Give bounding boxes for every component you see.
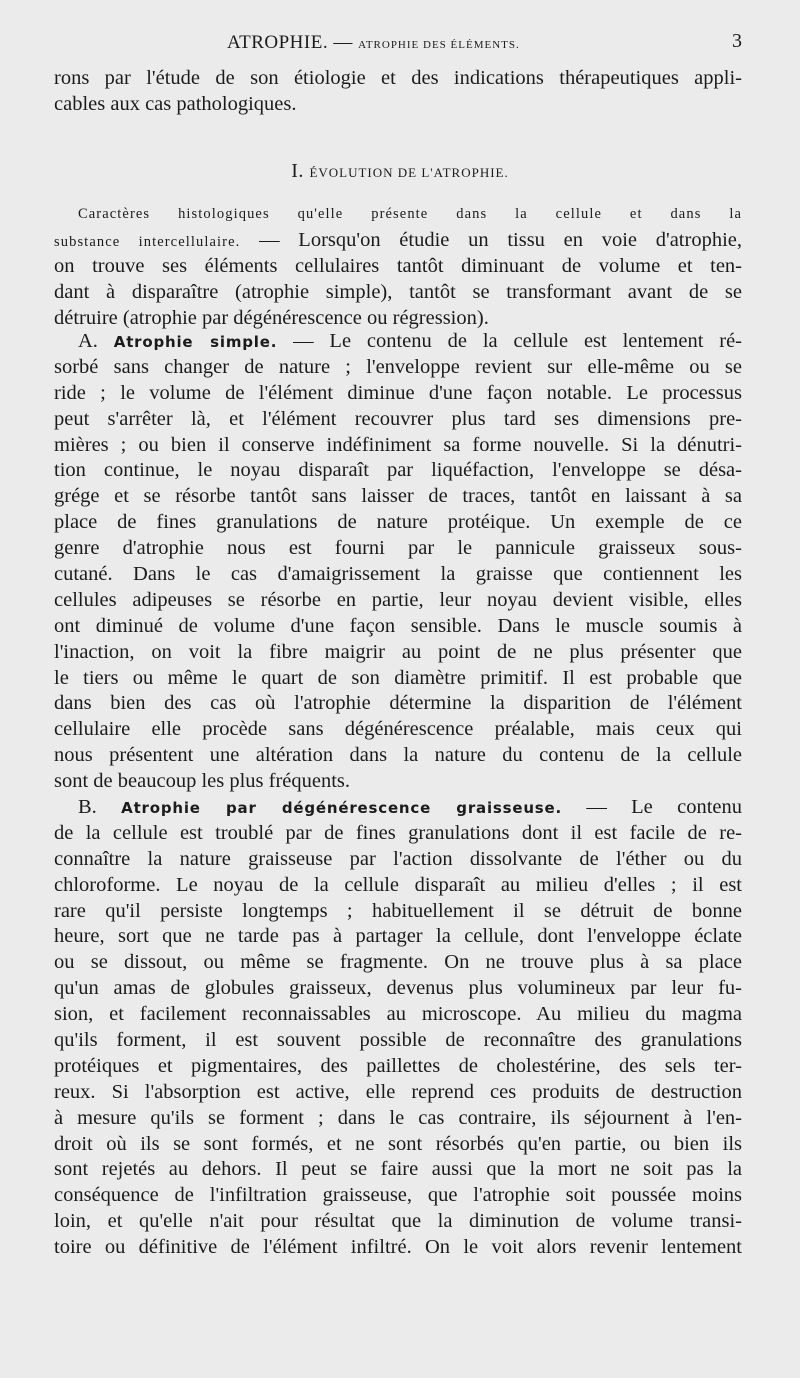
running-title (227, 32, 520, 54)
subheading-line: Caractères histologiques qu'elle présente dans la cellule et dans la (78, 206, 742, 222)
paragraph-b-label: B. (78, 796, 97, 818)
paragraph-a-heading: Atrophie simple. (113, 333, 278, 351)
text-line: sion, et facilement reconnaissables au microscope. Au milieu du magma (54, 1003, 742, 1026)
text-line: grége et se résorbe tantôt sans laisser de traces, tantôt en laissant à sa (54, 485, 742, 508)
text-line: toire ou définitive de l'élément infiltré. On le voit alors revenir lentement (54, 1236, 742, 1259)
text-line: chloroforme. Le noyau de la cellule disparaît au milieu d'elles ; il est (54, 873, 742, 896)
text-line: cutané. Dans le cas d'amaigrissement la graisse que contiennent les (54, 563, 742, 586)
paragraph-a-first-rest: — Le contenu de la cellule est lentement ré- (277, 330, 743, 352)
text-line: heure, sort que ne tarde pas à partager la cellule, dont l'enveloppe éclate (54, 925, 742, 948)
text-line: protéiques et pigmentaires, des paillettes de cholestérine, des sels ter- (54, 1054, 742, 1077)
text-line: sont de beaucoup les plus fréquents. (54, 770, 351, 793)
text-line: reux. Si l'absorption est active, elle reprend ces produits de destruction (54, 1080, 742, 1103)
text-line: dans bien des cas où l'atrophie détermine la disparition de l'élément (54, 692, 742, 715)
text-line: on trouve ses éléments cellulaires tantôt diminuant de volume et ten- (54, 254, 742, 277)
page-number: 3 (732, 30, 742, 52)
running-title-dash: — (333, 32, 353, 53)
paragraph-a-first-line (54, 329, 742, 355)
text-line: sorbé sans changer de nature ; l'enveloppe revient sur elle-même ou se (54, 355, 742, 378)
section-number: I. (291, 160, 304, 182)
text-line: rare qu'il persiste longtemps ; habituellement il se détruit de bonne (54, 899, 742, 922)
paragraph-b-heading: Atrophie par dégénérescence graisseuse. (121, 799, 562, 817)
running-header (52, 30, 748, 58)
text-line: loin, et qu'elle n'ait pour résultat que la diminution de volume transi- (54, 1210, 742, 1233)
paragraph-b-first-line (54, 795, 742, 821)
text-line: cables aux cas pathologiques. (54, 92, 297, 115)
text-line: de la cellule est troublé par de fines granulations dont il est facile de re- (54, 821, 742, 844)
text-line: cellules adipeuses se résorbe en partie, leur noyau devient visible, elles (54, 588, 742, 611)
subheading-line (54, 228, 742, 254)
text-line: ou se dissout, ou même se fragmente. On ne trouve plus à sa place (54, 951, 742, 974)
paragraph-a (54, 329, 742, 795)
subheading-smallcaps: substance intercellulaire. (54, 233, 241, 250)
text-line: qu'un amas de globules graisseux, devenus plus volumineux par leur fu- (54, 977, 742, 1000)
text-line: droit où ils se sont formés, et ne sont résorbés qu'en partie, ou bien ils (54, 1132, 742, 1155)
text-line: dant à disparaître (atrophie simple), tantôt se transformant avant de se (54, 280, 742, 303)
text-line: tion continue, le noyau disparaît par liquéfaction, l'enveloppe se désa- (54, 459, 742, 482)
paragraph-b-first-rest: — Le contenu (562, 796, 743, 818)
subheading-paragraph (54, 202, 742, 331)
text-line: à mesure qu'ils se forment ; dans le cas contraire, ils séjournent à l'en- (54, 1106, 742, 1129)
text-line: peut s'arrêter là, et l'élément recouvrer plus tard ses dimensions pre- (54, 407, 742, 430)
text-line: conséquence de l'infiltration graisseuse, que l'atrophie soit poussée moins (54, 1184, 742, 1207)
section-heading (0, 160, 800, 183)
text-line: détruire (atrophie par dégénérescence ou régression). (54, 306, 489, 329)
text-line: ride ; le volume de l'élément diminue d'une façon notable. Le processus (54, 381, 742, 404)
intro-paragraph (54, 66, 742, 118)
text-line: nous présentent une altération dans la nature du contenu de la cellule (54, 744, 742, 767)
text-line: sont rejetés au dehors. Il peut se faire aussi que la mort ne soit pas la (54, 1158, 742, 1181)
text-line: genre d'atrophie nous est fourni par le pannicule graisseux sous- (54, 537, 742, 560)
text-line: qu'ils forment, il est souvent possible de reconnaître des granulations (54, 1029, 742, 1052)
section-title: ÉVOLUTION DE L'ATROPHIE. (309, 165, 509, 180)
text-line: mières ; ou bien il conserve indéfiniment sa forme nouvelle. Si la dénutri- (54, 433, 742, 456)
subheading-rest: — Lorsqu'on étudie un tissu en voie d'atrophie, (240, 228, 742, 251)
running-title-sub: ATROPHIE DES ÉLÉMENTS. (358, 39, 520, 51)
text-line: cellulaire elle procède sans dégénérescence préalable, mais ceux qui (54, 718, 742, 741)
text-line: l'inaction, on voit la fibre maigrir au point de ne plus présenter que (54, 640, 742, 663)
text-line: connaître la nature graisseuse par l'action dissolvante de l'éther ou du (54, 847, 742, 870)
paragraph-b (54, 795, 742, 1261)
paragraph-a-label: A. (78, 330, 98, 352)
text-line: le tiers ou même le quart de son diamètre primitif. Il est probable que (54, 666, 742, 689)
text-line: ont diminué de volume d'une façon sensible. Dans le muscle soumis à (54, 614, 742, 637)
text-line: place de fines granulations de nature protéique. Un exemple de ce (54, 511, 742, 534)
text-line: rons par l'étude de son étiologie et des indications thérapeutiques appli- (54, 67, 742, 89)
running-title-main: ATROPHIE. (227, 32, 329, 53)
